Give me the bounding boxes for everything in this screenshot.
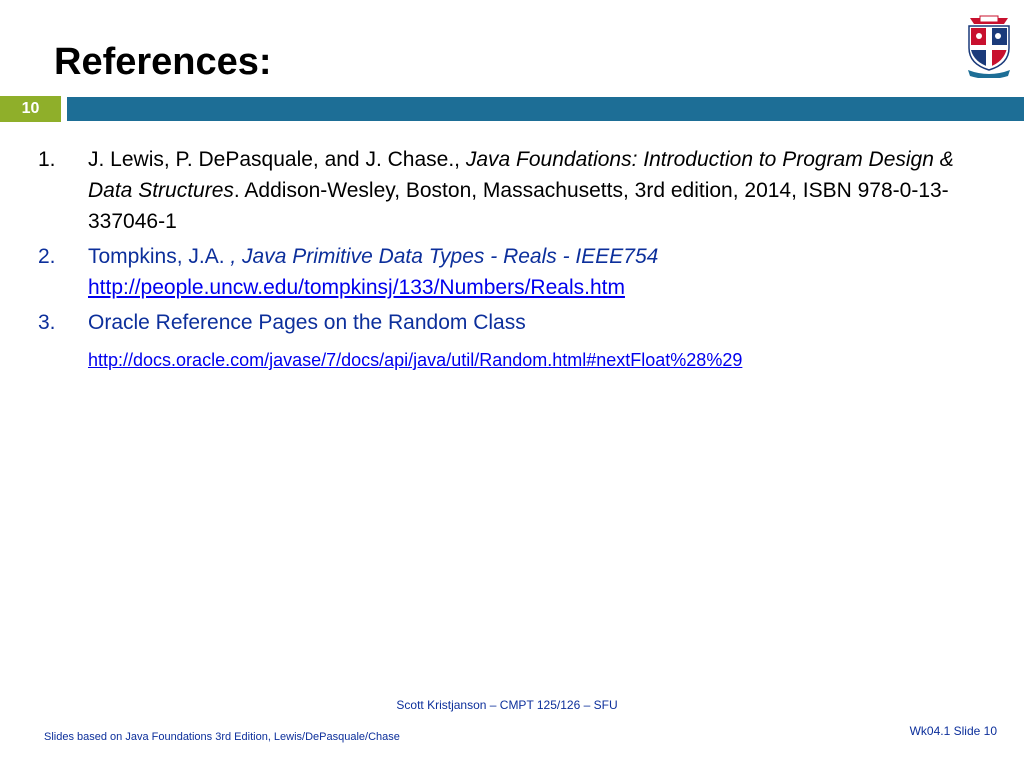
reference-number: 1. — [38, 148, 56, 171]
footer-author: Scott Kristjanson – CMPT 125/126 – SFU — [396, 698, 618, 712]
reference-title: , Java Primitive Data Types - Reals - IEEE754 — [230, 245, 659, 268]
reference-text — [88, 307, 998, 376]
slide-title: References: — [54, 41, 272, 83]
slide-number-badge: 10 — [0, 96, 61, 122]
reference-link[interactable]: http://docs.oracle.com/javase/7/docs/api/java/util/Random.html#nextFloat%28%29 — [88, 350, 743, 370]
university-crest-icon — [964, 14, 1014, 78]
reference-number: 2. — [38, 245, 56, 268]
title-bar — [67, 97, 1024, 121]
reference-text — [88, 144, 998, 237]
reference-item — [38, 241, 998, 303]
reference-book-title: Java Foundations: Introduction to Program Design & Data Structures — [88, 148, 954, 202]
reference-item — [38, 307, 998, 376]
reference-text — [88, 241, 998, 303]
reference-authors: Tompkins, J.A. — [88, 245, 231, 268]
reference-number: 3. — [38, 311, 56, 334]
reference-link[interactable]: http://people.uncw.edu/tompkinsj/133/Numbers/Reals.htm — [88, 276, 625, 299]
reference-publication: . Addison-Wesley, Boston, Massachusetts, 3rd edition, 2014, ISBN 978-0-13-337046-1 — [88, 179, 949, 233]
footer-slide-label: Wk04.1 Slide 10 — [909, 724, 997, 738]
reference-list — [38, 144, 998, 380]
footer-source-note: Slides based on Java Foundations 3rd Edition, Lewis/DePasquale/Chase — [44, 731, 400, 743]
reference-description: Oracle Reference Pages on the Random Class — [88, 311, 526, 334]
reference-item — [38, 144, 998, 237]
reference-authors: J. Lewis, P. DePasquale, and J. Chase., — [88, 148, 466, 171]
